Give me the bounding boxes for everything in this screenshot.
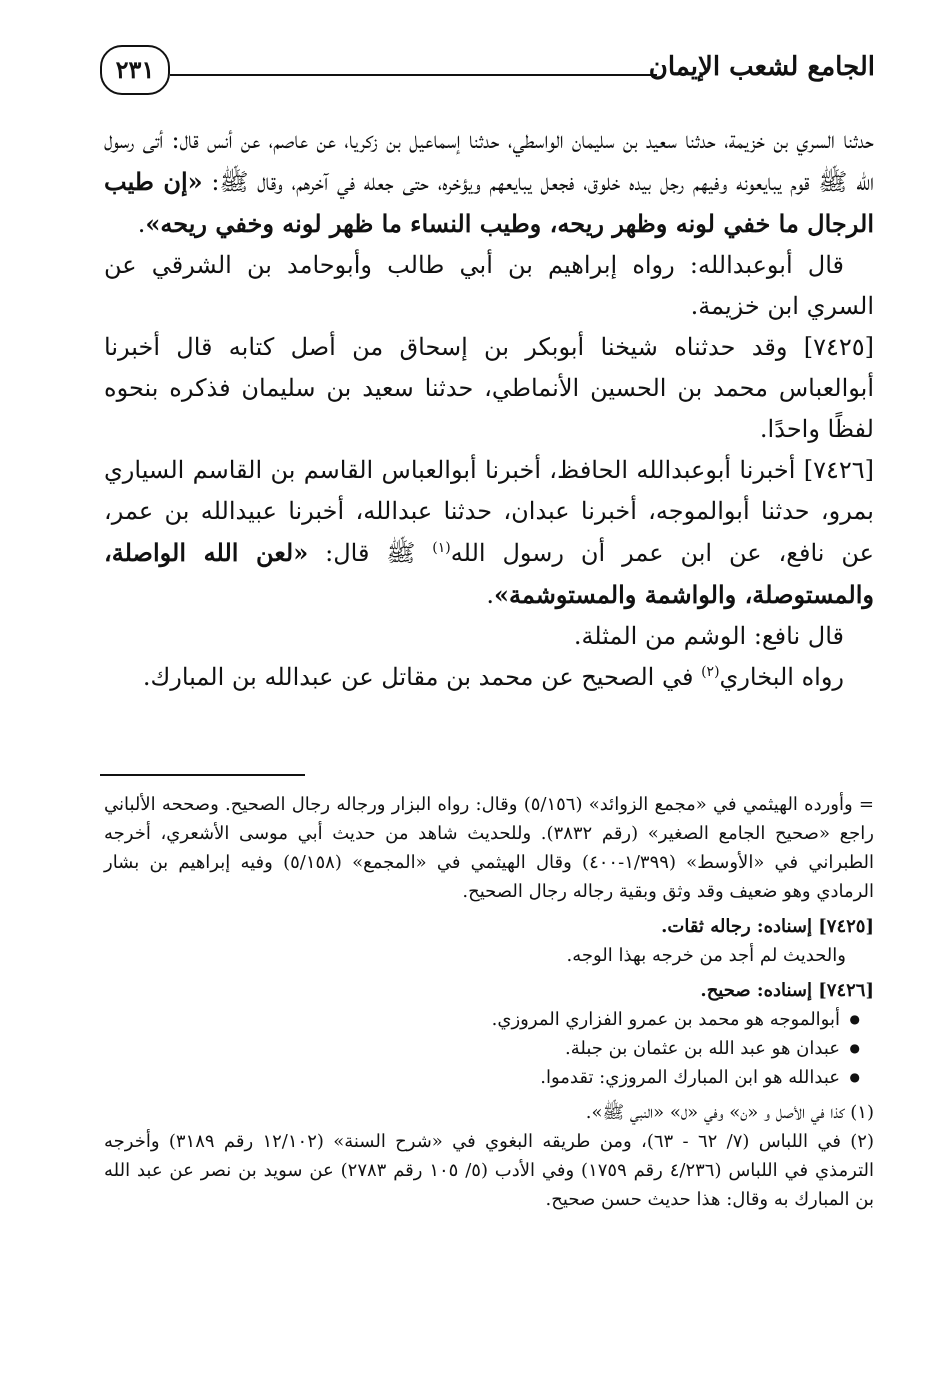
list-item: ● أبوالموجه هو محمد بن عمرو الفزاري المروزي. (104, 1005, 840, 1034)
running-title: الجامع لشعب الإيمان (648, 52, 875, 82)
footnote-1: (١) كذا في الأصل و «ن» وفي «ل» «النبي ﷺ». (585, 1102, 874, 1123)
page-number-badge: ٢٣١ (100, 45, 170, 95)
hadith-quote: «إن طيب الرجال ما خفي لونه وظهر ريحه، وطيب النساء ما ظهر لونه وخفي ريحه» (104, 167, 874, 238)
note-7425-isnad (104, 912, 874, 941)
paragraph-bukhari (104, 657, 874, 698)
footnote-continuation: = وأورده الهيثمي في «مجمع الزوائد» (٥/١٥٦) وقال: رواه البزار ورجاله رجال الصحيح. وصححه الألباني راجع «صحيح الجامع الصغير» (رقم ٣٨٣٢). وللحديث شاهد من حديث أبي موسى الأشعري، أخرجه الطبراني في «الأوسط» (١/٣٩٩-٤٠٠) وقال الهيثمي في «المجمع» (٥/١٥٨) وفيه إبراهيم بن بشار الرمادي وهو ضعيف وقد وثق وبقية رجاله رجال الصحيح. (104, 794, 875, 902)
main-text (104, 120, 874, 698)
note-value: صحيح. (700, 980, 757, 1001)
paragraph-nafi: قال نافع: الوشم من المثلة. (573, 622, 844, 650)
footnote-ref-2[interactable]: (٢) (701, 664, 720, 680)
paragraph-commentary: قال أبوعبدالله: رواه إبراهيم بن أبي طالب وأبوحامد بن الشرقي عن السري ابن خزيمة. (104, 251, 874, 320)
paragraph-7426 (104, 450, 874, 616)
period: . (486, 581, 495, 609)
list-item: ● عبدان هو عبد الله بن عثمان بن جبلة. (104, 1034, 840, 1063)
hadith-quote: «لعن الله الواصلة، والمستوصلة، والواشمة والمستوشمة» (104, 538, 874, 609)
narration-text-2: في الصحيح عن محمد بن مقاتل عن عبدالله بن المبارك. (142, 663, 702, 691)
note-7426-isnad (104, 976, 874, 1005)
paragraph-hadith-1 (104, 120, 874, 245)
page-header (100, 40, 875, 98)
narration-text: حدثنا السري بن خزيمة، حدثنا سعيد بن سليمان الواسطي، حدثنا إسماعيل بن زكريا، عن عاصم، عن أنس قال: أتى رسول الله ﷺ قوم يبايعونه وفيهم رجل بيده خلوق، فجعل يبايعهم ويؤخره، حتى جعله في آخرهم، وقال ﷺ: (104, 126, 875, 196)
period: . (137, 210, 146, 238)
narration-text: [٧٤٢٦] أخبرنا أبوعبدالله الحافظ، أخبرنا أبوالعباس القاسم بن القاسم السياري بمرو، حدثنا أبوالموجه، أخبرنا عبدان، حدثنا عبدالله، أخبرنا عبيدالله بن عمر، عن نافع، عن ابن عمر أن رسول الله (104, 456, 874, 567)
narration-text-2: ﷺ قال: (308, 539, 433, 567)
narrator-notes-list (104, 1005, 874, 1092)
list-item: ● عبدالله هو ابن المبارك المروزي: تقدموا. (104, 1063, 840, 1092)
footnotes-section (104, 790, 874, 1214)
header-rule (170, 74, 657, 76)
footnote-separator (100, 774, 305, 776)
footnote-2: (٢) في اللباس (٧/ ٦٢ - ٦٣)، ومن طريقه البغوي في «شرح السنة» (١٢/١٠٢ رقم ٣١٨٩) وأخرجه الترمذي في اللباس (٤/٢٣٦ رقم ١٧٥٩) وفي الأدب (٥/ ١٠٥ رقم ٢٧٨٣) عن سويد بن نصر عن عبد الله بن المبارك به وقال: هذا حديث حسن صحيح. (104, 1131, 875, 1210)
note-label: [٧٤٢٥] إسناده: (756, 916, 874, 937)
narration-text: رواه البخاري (719, 663, 844, 691)
note-value: رجاله ثقات. (661, 916, 757, 937)
paragraph-7425: [٧٤٢٥] وقد حدثناه شيخنا أبوبكر بن إسحاق من أصل كتابه قال أخبرنا أبوالعباس محمد بن الحسين الأنماطي، حدثنا سعيد بن سليمان فذكره بنحوه لفظًا واحدًا. (104, 333, 875, 443)
note-7425-comment: والحديث لم أجد من خرجه بهذا الوجه. (566, 945, 846, 966)
note-label: [٧٤٢٦] إسناده: (756, 980, 874, 1001)
footnote-ref-1[interactable]: (١) (432, 540, 451, 556)
